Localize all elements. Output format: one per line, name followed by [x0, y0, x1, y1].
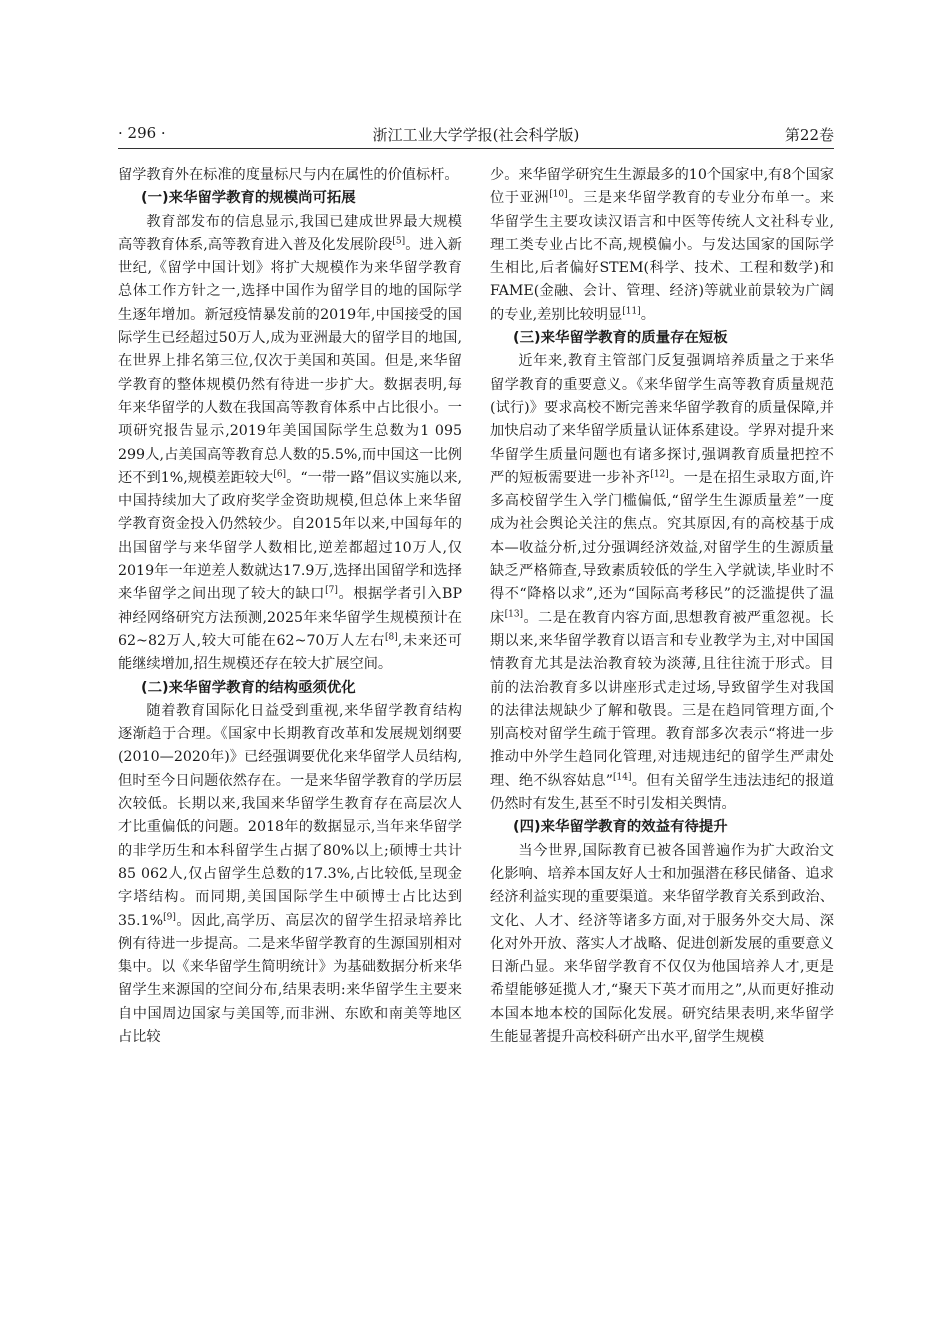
citation-ref[interactable]: [14]	[612, 771, 632, 782]
right-column	[490, 164, 834, 1049]
text-run: 。一是在招生录取方面,许多高校留学生入学门槛偏低,“留学生生源质量差”一度成为社会舆论关注的焦点。究其原因,有的高校基于成本—收益分析,过分强调经济效益,对留学生的生源质量缺乏严格筛查,导致素质较低的学生入学就读,毕业时不得不“降格以求”,还为“国际高考移民”的泛滥提供了温床	[490, 469, 834, 626]
paragraph-continuation	[490, 164, 834, 327]
text-run: 。但有关留学生违法违纪的报道仍然时有发生,甚至不时引发相关舆情。	[490, 772, 834, 813]
citation-ref[interactable]: [8]	[385, 632, 398, 643]
citation-ref[interactable]: [11]	[622, 306, 641, 317]
section-heading-structure: (二)来华留学教育的结构亟须优化	[141, 679, 356, 696]
volume-label: 第22卷	[784, 126, 834, 144]
citation-ref[interactable]: [10]	[549, 189, 568, 200]
journal-title: 浙江工业大学学报(社会科学版)	[372, 126, 580, 144]
text-run: 少。来华留学研究生生源最多的10个国家中,有8个国家位于亚洲	[490, 167, 834, 207]
citation-ref[interactable]: [6]	[273, 469, 287, 480]
text-run: 。三是来华留学教育的专业分布单一。来华留学生主要攻读汉语言和中医等传统人文社科专业,理工类专业占比不高,规模偏小。与发达国家的国际学生相比,后者偏好STEM(科学、技术、工程和数学)和FAME(金融、会计、管理、经济)等就业前景较为广阔的专业,差别比较明显	[490, 190, 834, 323]
text-run: 。进入新世纪,《留学中国计划》将扩大规模作为来华留学教育总体工作方针之一,选择中国作为留学目的地的国际学生逐年增加。新冠疫情暴发前的2019年,中国接受的国际学生已经超过50万人,成为亚洲最大的留学目的地国,在世界上排名第三位,仅次于美国和英国。但是,来华留学教育的整体规模仍然有待进一步扩大。数据表明,每年来华留学的人数在我国高等教育体系中占比很小。一项研究报告显示,2019年美国国际学生总数为1 095 299人,占美国高等教育总人数的5.5%,而中国这一比例还不到1%,规模差距较大	[118, 236, 462, 486]
paragraph-benefit: 当今世界,国际教育已被各国普遍作为扩大政治文化影响、培养本国友好人士和加强潜在移民储备、追求经济利益实现的重要渠道。来华留学教育关系到政治、文化、人才、经济等诸多方面,对于服务外交大局、深化对外开放、落实人才战略、促进创新发展的重要意义日渐凸显。来华留学教育不仅仅为他国培养人才,更是希望能够延揽人才,“聚天下英才而用之”,从而更好推动本国本地本校的国际化发展。研究结果表明,来华留学生能显著提升高校科研产出水平,留学生规模	[490, 842, 834, 1045]
text-run: 。根据学者引入BP神经网络研究方法预测,2025年来华留学生规模预计在62~82万人,较大可能在62~70万人左右	[118, 586, 462, 649]
section-heading-quality: (三)来华留学教育的质量存在短板	[513, 330, 728, 347]
page-number: · 296 ·	[118, 124, 166, 142]
section-heading-scale: (一)来华留学教育的规模尚可拓展	[141, 190, 356, 207]
page-header	[118, 118, 834, 149]
citation-ref[interactable]: [7]	[325, 585, 338, 596]
paragraph-quality	[490, 350, 834, 816]
citation-ref[interactable]: [12]	[650, 469, 669, 480]
citation-ref[interactable]: [9]	[163, 911, 176, 922]
text-run: 教育部发布的信息显示,我国已建成世界最大规模高等教育体系,高等教育进入普及化发展阶段	[118, 213, 462, 253]
section-heading-benefit: (四)来华留学教育的效益有待提升	[513, 819, 728, 836]
text-run: 近年来,教育主管部门反复强调培养质量之于来华留学教育的重要意义。《来华留学生高等教育质量规范(试行)》要求高校不断完善来华留学教育的质量保障,并加快启动了来华留学质量认证体系建设。学界对提升来华留学生质量问题也有诸多探讨,强调教育质量把控不严的短板需要进一步补齐	[490, 353, 834, 486]
paragraph-scale	[118, 211, 462, 677]
citation-ref[interactable]: [13]	[504, 608, 524, 619]
text-run: 随着教育国际化日益受到重视,来华留学教育结构逐渐趋于合理。《国家中长期教育改革和发展规划纲要(2010—2020年)》已经强调要优化来华留学人员结构,但时至今日问题依然存在。一是来华留学教育的学历层次较低。长期以来,我国来华留学生教育存在高层次人才比重偏低的问题。2018年的数据显示,当年来华留学的非学历生和本科留学生占据了80%以上;硕博士共计85 062人,仅占留学生总数的17.3%,占比较低,呈现金字塔结构。而同期,美国国际学生中硕博士占比达到35.1%	[118, 702, 462, 929]
left-column	[118, 164, 462, 1049]
paragraph-structure	[118, 700, 462, 1049]
text-run: 。二是在教育内容方面,思想教育被严重忽视。长期以来,来华留学教育以语言和专业教学为主,对中国国情教育尤其是法治教育较为淡薄,且往往流于形式。目前的法治教育多以讲座形式走过场,导致留学生对我国的法律法规缺少了解和敬畏。三是在趋同管理方面,个别高校对留学生疏于管理。教育部多次表示“将进一步推动中外学生趋同化管理,对违规违纪的留学生严肃处理、绝不纵容姑息”	[490, 609, 834, 789]
text-run: ,未来还可能继续增加,招生规模还存在较大扩展空间。	[118, 632, 462, 673]
text-run: 。	[640, 306, 655, 323]
text-run: 。“一带一路”倡议实施以来,中国持续加大了政府奖学金资助规模,但总体上来华留学教育资金投入仍然较少。自2015年以来,中国每年的出国留学与来华留学人数相比,逆差都超过10万人,仅2019年一年逆差人数就达17.9万,选择出国留学和选择来华留学之间出现了较大的缺口	[118, 469, 462, 603]
text-run: 。因此,高学历、高层次的留学生招录培养比例有待进一步提高。二是来华留学教育的生源国别相对集中。以《来华留学生简明统计》为基础数据分析来华留学生来源国的空间分布,结果表明:来华留学生主要来自中国周边国家与美国等,而非洲、东欧和南美等地区占比较	[118, 912, 462, 1045]
paragraph-continuation: 留学教育外在标准的度量标尺与内在属性的价值标杆。	[118, 167, 459, 183]
citation-ref[interactable]: [5]	[392, 236, 406, 247]
